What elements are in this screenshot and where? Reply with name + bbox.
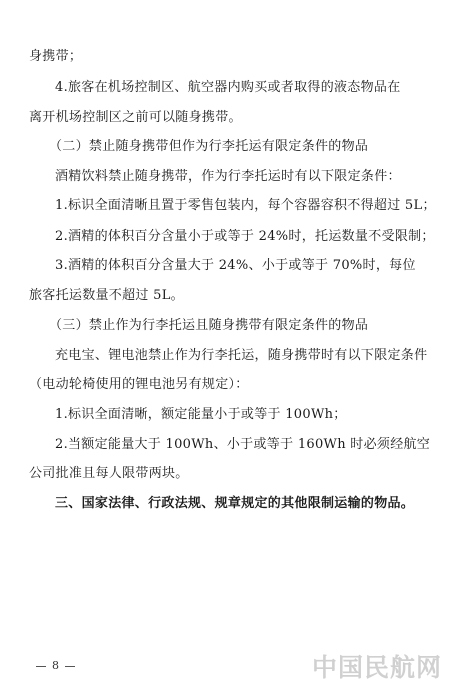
list-item: 1.标识全面清晰，额定能量小于或等于 100Wh； xyxy=(55,407,347,422)
text-line: 充电宝、锂电池禁止作为行李托运，随身携带时有以下限定条件 xyxy=(55,348,428,363)
dash-right xyxy=(65,666,75,667)
text-line: 酒精饮料禁止随身携带，作为行李托运时有以下限定条件： xyxy=(55,169,401,184)
main-heading: 三、国家法律、行政法规、规章规定的其他限制运输的物品。 xyxy=(55,496,415,511)
page-number-value: 8 xyxy=(52,659,59,672)
text-line: 4.旅客在机场控制区、航空器内购买或者取得的液态物品在 xyxy=(55,80,401,95)
watermark-logo: 中国民航网 xyxy=(312,653,443,682)
text-line: 公司批准且每人限带两块。 xyxy=(29,466,189,481)
section-heading: （三）禁止作为行李托运且随身携带有限定条件的物品 xyxy=(49,318,369,333)
list-item: 2.当额定能量大于 100Wh、小于或等于 160Wh 时必须经航空 xyxy=(55,437,431,452)
dash-left xyxy=(36,666,46,667)
list-item: 1.标识全面清晰且置于零售包装内，每个容器容积不得超过 5L； xyxy=(55,198,436,213)
text-line: 离开机场控制区之前可以随身携带。 xyxy=(29,110,242,125)
list-item: 3.酒精的体积百分含量大于 24%、小于或等于 70%时，每位 xyxy=(55,258,416,273)
list-item: 2.酒精的体积百分含量小于或等于 24%时，托运数量不受限制； xyxy=(55,229,435,244)
text-line: 旅客托运数量不超过 5L。 xyxy=(29,288,184,303)
text-line: 身携带； xyxy=(29,49,83,64)
page-number xyxy=(30,659,81,672)
text-line: （电动轮椅使用的锂电池另有规定）： xyxy=(29,377,249,392)
section-heading: （二）禁止随身携带但作为行李托运有限定条件的物品 xyxy=(49,139,369,154)
